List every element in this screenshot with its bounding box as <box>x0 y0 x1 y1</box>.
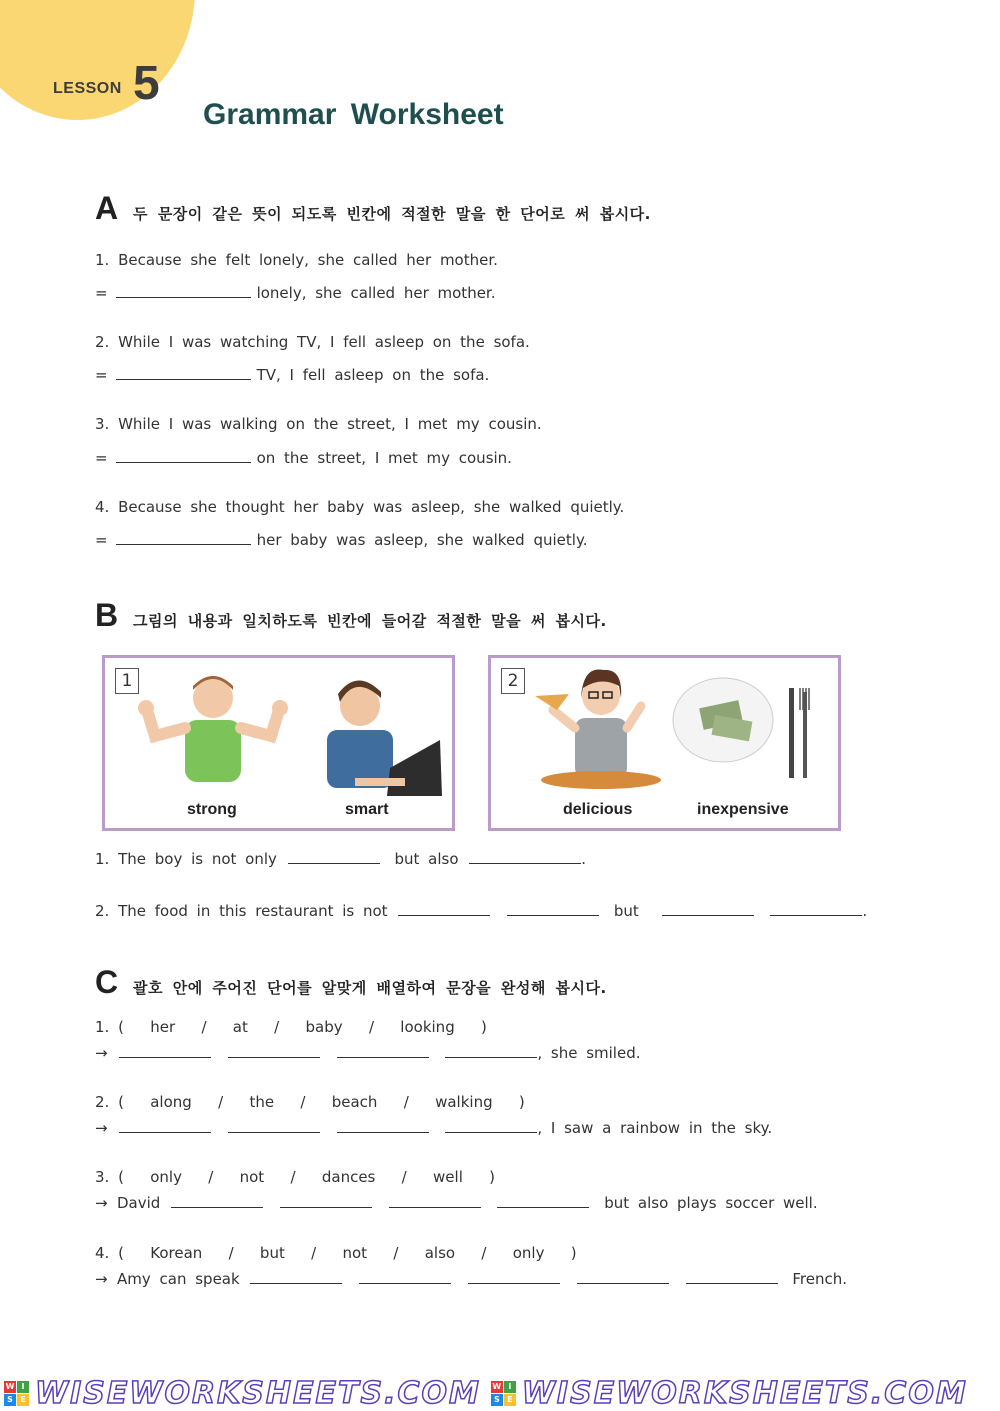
question-a3: 3. While I was walking on the street, I met my cousin. <box>95 415 542 433</box>
question-a4: 4. Because she thought her baby was asleep, she walked quietly. <box>95 498 625 516</box>
answer-blank[interactable] <box>389 1193 481 1208</box>
answer-line-c3: → David but also plays soccer well. <box>95 1194 818 1212</box>
header-decoration <box>0 0 195 120</box>
answer-blank[interactable] <box>662 901 754 916</box>
section-b-header <box>95 597 607 634</box>
answer-blank[interactable] <box>228 1043 320 1058</box>
answer-line-a3: = on the street, I met my cousin. <box>95 449 512 467</box>
picture-box-1 <box>102 655 455 831</box>
answer-line-a4: = her baby was asleep, she walked quietly. <box>95 531 588 549</box>
arrow-icon: → <box>95 1044 108 1062</box>
answer-line-c1: → , she smiled. <box>95 1044 641 1062</box>
answer-blank[interactable] <box>577 1269 669 1284</box>
footer-text: WISEWORKSHEETS.COM <box>35 1375 481 1411</box>
picture-caption: delicious <box>563 801 633 818</box>
boys-illustration <box>105 658 452 798</box>
answer-blank[interactable] <box>337 1118 429 1133</box>
picture-caption: smart <box>345 801 389 818</box>
page-title: Grammar Worksheet <box>203 98 504 131</box>
picture-box-2 <box>488 655 841 831</box>
question-a1: 1. Because she felt lonely, she called her mother. <box>95 251 498 269</box>
picture-caption: strong <box>187 801 237 818</box>
question-b1: 1. The boy is not only but also . <box>95 850 587 868</box>
word-bank-c4: 4. ( Korean / but / not / also / only ) <box>95 1244 577 1262</box>
section-letter: A <box>95 190 119 226</box>
picture-number: 1 <box>115 668 139 694</box>
footer-text: WISEWORKSHEETS.COM <box>521 1375 968 1411</box>
answer-line-c2: → , I saw a rainbow in the sky. <box>95 1119 773 1137</box>
answer-blank[interactable] <box>497 1193 589 1208</box>
answer-blank[interactable] <box>116 365 251 380</box>
section-letter: C <box>95 964 119 1000</box>
answer-blank[interactable] <box>507 901 599 916</box>
answer-blank[interactable] <box>116 448 251 463</box>
answer-blank[interactable] <box>445 1118 537 1133</box>
section-instruction: 괄호 안에 주어진 단어를 알맞게 배열하여 문장을 완성해 봅시다. <box>133 979 607 997</box>
answer-blank[interactable] <box>119 1118 211 1133</box>
answer-blank[interactable] <box>250 1269 342 1284</box>
answer-line-a1: = lonely, she called her mother. <box>95 284 496 302</box>
answer-blank[interactable] <box>469 849 581 864</box>
lesson-number: 5 <box>133 57 160 110</box>
answer-line-a2: = TV, I fell asleep on the sofa. <box>95 366 490 384</box>
answer-blank[interactable] <box>770 901 862 916</box>
arrow-icon: → <box>95 1270 108 1288</box>
answer-blank[interactable] <box>445 1043 537 1058</box>
answer-blank[interactable] <box>119 1043 211 1058</box>
lesson-label: LESSON <box>53 80 122 97</box>
answer-blank[interactable] <box>228 1118 320 1133</box>
footer-watermark <box>0 1375 1000 1411</box>
question-a2: 2. While I was watching TV, I fell asleep on the sofa. <box>95 333 530 351</box>
answer-blank[interactable] <box>171 1193 263 1208</box>
answer-line-c4: → Amy can speak French. <box>95 1270 848 1288</box>
logo-icon: W I S E <box>4 1381 29 1406</box>
picture-caption: inexpensive <box>697 801 789 818</box>
answer-blank[interactable] <box>280 1193 372 1208</box>
answer-blank[interactable] <box>116 530 251 545</box>
section-instruction: 그림의 내용과 일치하도록 빈칸에 들어갈 적절한 말을 써 봅시다. <box>133 612 607 630</box>
answer-blank[interactable] <box>288 849 380 864</box>
answer-blank[interactable] <box>398 901 490 916</box>
logo-icon: W I S E <box>491 1381 516 1406</box>
answer-blank[interactable] <box>468 1269 560 1284</box>
section-letter: B <box>95 597 119 633</box>
food-illustration <box>491 658 838 798</box>
answer-blank[interactable] <box>337 1043 429 1058</box>
picture-number: 2 <box>501 668 525 694</box>
answer-blank[interactable] <box>359 1269 451 1284</box>
word-bank-c1: 1. ( her / at / baby / looking ) <box>95 1018 487 1036</box>
question-b2: 2. The food in this restaurant is not but . <box>95 902 868 920</box>
answer-blank[interactable] <box>116 283 251 298</box>
section-a-header <box>95 190 651 227</box>
answer-blank[interactable] <box>686 1269 778 1284</box>
section-instruction: 두 문장이 같은 뜻이 되도록 빈칸에 적절한 말을 한 단어로 써 봅시다. <box>133 205 651 223</box>
arrow-icon: → <box>95 1194 108 1212</box>
arrow-icon: → <box>95 1119 108 1137</box>
word-bank-c2: 2. ( along / the / beach / walking ) <box>95 1093 525 1111</box>
section-c-header <box>95 964 607 1001</box>
word-bank-c3: 3. ( only / not / dances / well ) <box>95 1168 496 1186</box>
